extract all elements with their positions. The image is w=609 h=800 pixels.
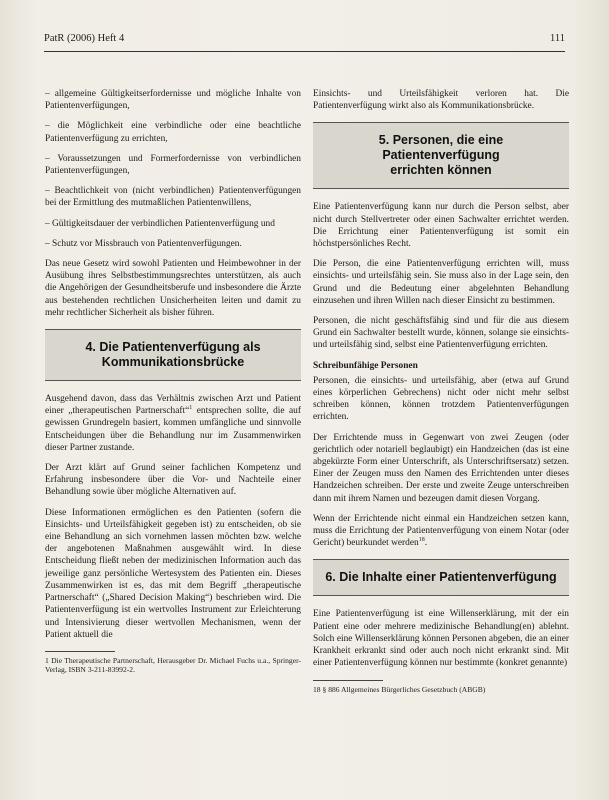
header-rule xyxy=(44,51,565,52)
paragraph: Das neue Gesetz wird sowohl Patienten und Heimbewohner in der Ausübung ihres Selbstbestimmungsrechtes unterstützen, als auch die Angehörigen der Gesundheitsberufe und insbesondere die Ärzte aus bestehenden rechtlichen Unsicherheiten leiten und damit zu mehr rechtlicher Sicherheit als bisher führen. xyxy=(45,259,301,318)
list-item: – Beachtlichkeit von (nicht verbindlichen) Patientenverfügungen bei der Ermittlung des mutmaßlichen Patientenwillens, xyxy=(45,186,301,209)
footnote: 18 § 886 Allgemeines Bürgerliches Gesetzbuch (ABGB) xyxy=(313,684,486,694)
footnote-divider xyxy=(313,680,383,681)
section-title-line: Kommunikationsbrücke xyxy=(101,355,245,370)
footnote-divider xyxy=(45,651,115,652)
paragraph: Eine Patientenverfügung ist eine Willenserklärung, mit der ein Patient eine oder mehrere medizinische Behandlung(en) ablehnt. Solch eine Willenserklärung können Personen abgeben, die an einer Krankheit erkrankt sind oder auch noch nicht erkrankt sind. Mit einer Patientenverfügung können nur bestimmte (konkret genannte) xyxy=(313,609,569,669)
list-item: – Schutz vor Missbrauch von Patientenverfügungen. xyxy=(45,238,242,249)
footnote-ref: 1 xyxy=(189,405,193,412)
section-title-line: Die Patientenverfügung als xyxy=(99,340,261,355)
section-title-line: errichten können xyxy=(390,163,492,178)
paragraph: Personen, die einsichts- und urteilsfähig, aber (etwa auf Grund eines körperlichen Gebrechens) nicht oder nicht mehr selbst schreiben können, können trotzdem Patientenverfügungen errichten. xyxy=(313,375,569,423)
left-column xyxy=(45,88,301,683)
subheading: Schreibunfähige Personen xyxy=(313,360,418,371)
paragraph: Personen, die nicht geschäftsfähig sind und für die aus diesem Grund ein Sachwalter bestellt wurde, können, solange sie einsichts- und urteilsfähig sind, selbst eine Patientenverfügung errichten. xyxy=(313,316,569,351)
paragraph-text: Wenn der Errichtende nicht einmal ein Handzeichen setzen kann, muss die Errichtung der Patientenverfügung von einem Notar (oder Gericht) beurkundet werden xyxy=(313,513,569,549)
paragraph: Der Arzt klärt auf Grund seiner fachlichen Kompetenz und Erfahrung insbesondere über die Vor- und Nachteile einer Behandlung sowie über mögliche Alternativen auf. xyxy=(45,463,301,498)
footnote-ref: 18 xyxy=(418,537,425,544)
journal-title: PatR (2006) Heft 4 xyxy=(44,33,125,44)
section-heading-4 xyxy=(45,329,301,381)
list-item: – die Möglichkeit eine verbindliche oder eine beachtliche Patientenverfügung zu errichten, xyxy=(45,121,301,144)
paragraph: Die Person, die eine Patientenverfügung errichten will, muss einsichts- und urteilsfähig sein. Sie muss also in der Lage sein, den Grund und die Bedeutung einer abgelehnten Behandlung einzusehen und ihren Willen nach dieser Einsicht zu bestimmen. xyxy=(313,259,569,306)
paragraph xyxy=(313,513,569,550)
right-column xyxy=(313,88,569,702)
section-number: 6. xyxy=(325,570,336,585)
paragraph: Diese Informationen ermöglichen es den Patienten (sofern die Einsichts- und Urteilsfähigkeit gegeben ist) zu entscheiden, ob sie eine Behandlung an sich vornehmen lassen möchten bzw. welche der angebotenen Maßnahmen ausgewählt wird. In diese Entscheidung fließt neben der medizinischen Information auch das jeweilige ganz persönliche Wertesystem des Patienten ein. Dieses Zusammenwirken ist es, das mit dem Begriff „therapeutische Partnerschaft“ („Shared Decision Making“) beschrieben wird. Die Patientenverfügung ist ein wertvolles Instrument zur Erleichterung und Intensivierung dieser wertvollen Mechanismen, wenn der Patient aktuell die xyxy=(45,507,301,640)
paragraph: Eine Patientenverfügung kann nur durch die Person selbst, aber nicht durch Stellvertreter oder einen Sachwalter errichtet werden. Die Errichtung einer Patientenverfügung ist somit ein höchstpersönliches Recht. xyxy=(313,202,569,250)
paragraph: Einsichts- und Urteilsfähigkeit verloren hat. Die Patientenverfügung wirkt also als Kommunikationsbrücke. xyxy=(313,89,569,112)
running-head xyxy=(44,33,565,49)
list-item: – Voraussetzungen und Formerfordernisse von verbindlichen Patientenverfügungen, xyxy=(45,153,301,177)
section-number: 4. xyxy=(85,340,96,355)
section-title-line: Die Inhalte einer Patientenverfügung xyxy=(339,570,557,585)
section-number: 5. xyxy=(378,133,390,148)
section-heading-5 xyxy=(313,122,569,189)
paragraph-text: entsprechen sollte, die auf gewissen Grundregeln basiert, kommen umfängliche und sinnvolle Entscheidungen über die Behandlung nur im Zusammenwirken dieser Partner zustande. xyxy=(45,406,301,453)
section-title-line: Personen, die eine Patientenverfügung xyxy=(382,133,504,163)
paragraph xyxy=(45,393,301,454)
footnote: 1 Die Therapeutische Partnerschaft, Herausgeber Dr. Michael Fuchs u.a., Springer-Verlag, ISBN 3-211-83992-2. xyxy=(45,655,301,675)
page-number: 111 xyxy=(550,33,565,44)
paragraph-text: Ausgehend davon, dass das Verhältnis zwischen Arzt und Patient einer „therapeutischen Partnerschaft“ xyxy=(45,394,301,417)
list-item: – Gültigkeitsdauer der verbindlichen Patientenverfügung und xyxy=(45,218,275,229)
paragraph-text: . xyxy=(424,538,428,549)
paragraph: Der Errichtende muss in Gegenwart von zwei Zeugen (oder gerichtlich oder notariell beglaubigt) ein Handzeichen (das ist eine abgekürzte Form einer Unterschrift, als Unterschriftsersatz) setzen. Einer der Zeugen muss den Namen des Errichtenden unter dieses Handzeichen schreiben. Der erste und zweite Zeuge unterschreiben dann mit ihrem Namen und bezeugen damit diesen Vorgang. xyxy=(313,432,569,504)
requirements-list xyxy=(45,88,301,250)
list-item: – allgemeine Gültigkeitserfordernisse und mögliche Inhalte von Patientenverfügungen, xyxy=(45,89,301,112)
section-heading-6 xyxy=(313,559,569,596)
